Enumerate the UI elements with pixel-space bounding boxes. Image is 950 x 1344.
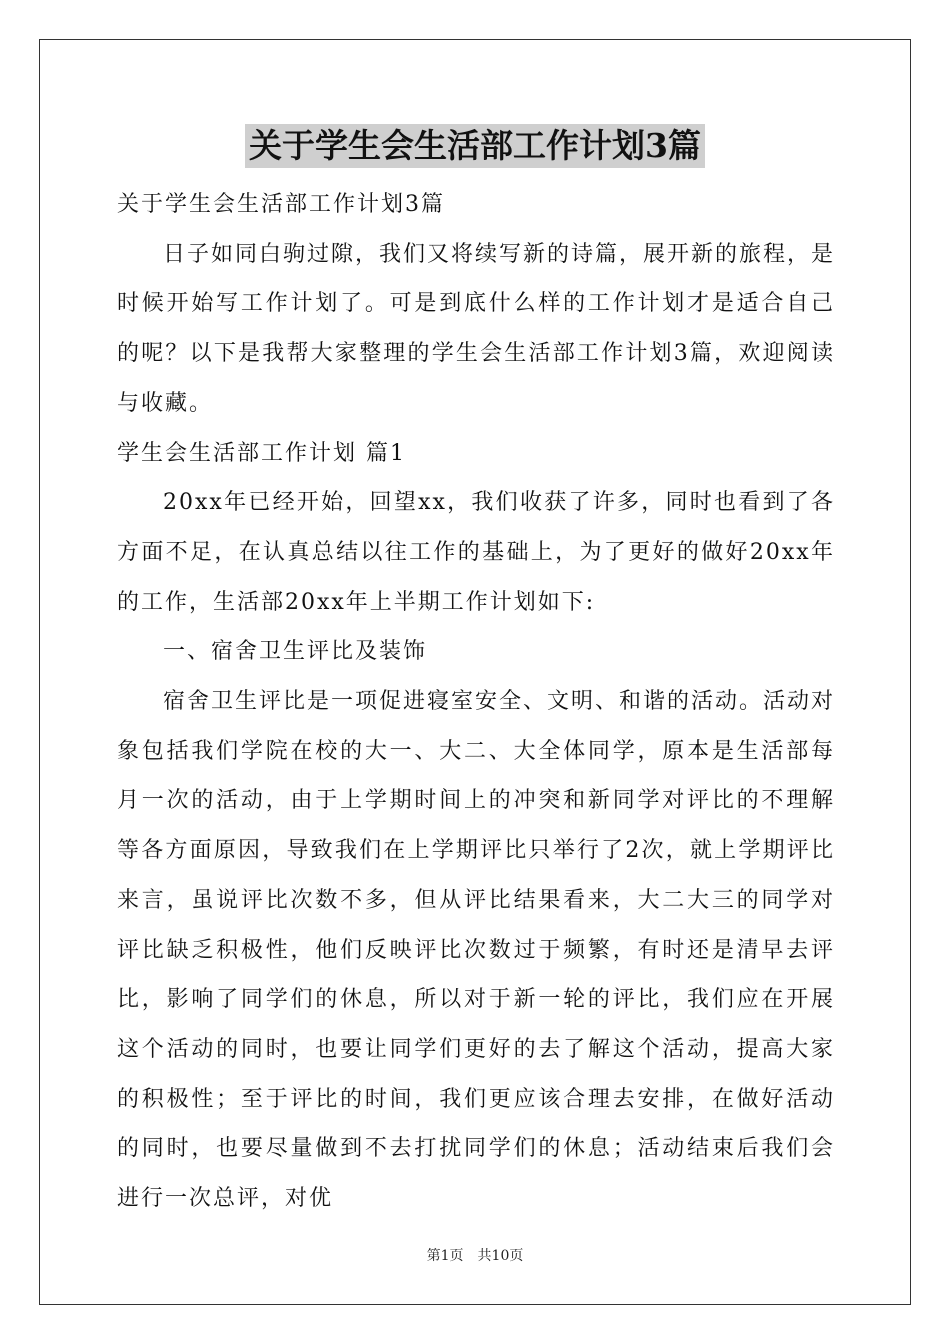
document-subtitle: 关于学生会生活部工作计划3篇 [117, 192, 445, 217]
section-paragraph-1: 20xx年已经开始，回望xx，我们收获了许多，同时也看到了各方面不足，在认真总结以往工作的基础上，为了更好的做好20xx年的工作，生活部20xx年上半期工作计划如下: [117, 490, 835, 615]
document-body [117, 180, 835, 1224]
item-paragraph-1: 宿舍卫生评比是一项促进寝室安全、文明、和谐的活动。活动对象包括我们学院在校的大一、大二、大全体同学，原本是生活部每月一次的活动，由于上学期时间上的冲突和新同学对评比的不理解等各方面原因，导致我们在上学期评比只举行了2次，就上学期评比来言，虽说评比次数不多，但从评比结果看来，大二大三的同学对评比缺乏积极性，他们反映评比次数过于频繁，有时还是清早去评比，影响了同学们的休息，所以对于新一轮的评比，我们应在开展这个活动的同时，也要让同学们更好的去了解这个活动，提高大家的积极性；至于评比的时间，我们更应该合理去安排，在做好活动的同时，也要尽量做到不去打扰同学们的休息；活动结束后我们会进行一次总评，对优 [117, 689, 836, 1212]
title-container [0, 124, 950, 168]
intro-paragraph: 日子如同白驹过隙，我们又将续写新的诗篇，展开新的旅程，是时候开始写工作计划了。可是到底什么样的工作计划才是适合自己的呢？以下是我帮大家整理的学生会生活部工作计划3篇，欢迎阅读与收藏。 [117, 241, 836, 416]
page-footer: 第1页 共10页 [426, 1248, 524, 1264]
item-heading: 一、宿舍卫生评比及装饰 [163, 639, 428, 665]
document-title: 关于学生会生活部工作计划3篇 [245, 124, 705, 168]
section-heading: 学生会生活部工作计划 篇1 [117, 440, 406, 466]
